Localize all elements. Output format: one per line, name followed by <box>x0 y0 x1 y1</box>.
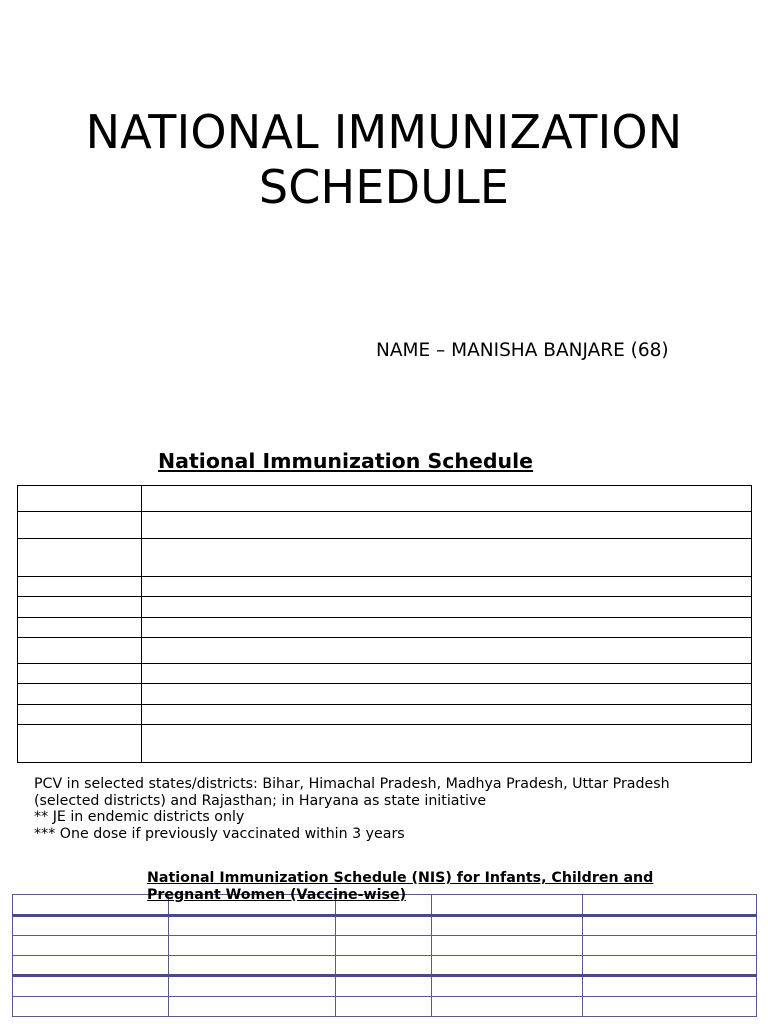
table-cell <box>18 684 142 705</box>
table2-heading-line-1: National Immunization Schedule (NIS) for Infants, Children and <box>147 870 654 886</box>
table-row <box>18 664 752 684</box>
table-cell <box>13 976 169 997</box>
slide-title-line-1: NATIONAL IMMUNIZATION <box>85 105 683 159</box>
table-row <box>13 956 757 976</box>
table-cell <box>13 997 169 1017</box>
table-cell <box>142 597 752 618</box>
table-cell <box>583 997 757 1017</box>
table-row <box>18 725 752 763</box>
table-row <box>18 705 752 725</box>
author-name: NAME – MANISHA BANJARE (68) <box>376 340 669 361</box>
table-cell <box>336 976 432 997</box>
table-cell <box>13 936 169 956</box>
table-cell <box>432 956 583 976</box>
table-row <box>18 512 752 539</box>
table2-heading-line-2: Pregnant Women (Vaccine-wise) <box>147 887 407 903</box>
table-cell <box>169 916 336 936</box>
table1-heading: National Immunization Schedule <box>158 449 534 473</box>
table-cell <box>336 916 432 936</box>
table-cell <box>169 976 336 997</box>
table-cell <box>432 916 583 936</box>
table-cell <box>432 936 583 956</box>
table-row <box>18 638 752 664</box>
table-cell <box>18 486 142 512</box>
table-cell <box>336 936 432 956</box>
table-row <box>13 997 757 1017</box>
table-cell <box>583 976 757 997</box>
table-cell <box>13 895 169 916</box>
table-cell <box>142 577 752 597</box>
table-row <box>18 618 752 638</box>
table-cell <box>142 638 752 664</box>
table-cell <box>18 705 142 725</box>
table-cell <box>142 512 752 539</box>
table-cell <box>18 725 142 763</box>
table-cell <box>142 664 752 684</box>
table-cell <box>336 956 432 976</box>
table-row <box>13 916 757 936</box>
table-cell <box>432 976 583 997</box>
footnote-line: (selected districts) and Rajasthan; in Haryana as state initiative <box>34 792 487 809</box>
table-cell <box>169 997 336 1017</box>
slide-title-line-2: SCHEDULE <box>258 160 510 214</box>
table-row <box>18 577 752 597</box>
table-row <box>13 976 757 997</box>
table-cell <box>169 936 336 956</box>
table-cell <box>18 597 142 618</box>
table-cell <box>18 512 142 539</box>
table-row <box>18 684 752 705</box>
table-cell <box>142 618 752 638</box>
footnote-line: *** One dose if previously vaccinated within 3 years <box>34 825 405 842</box>
table-cell <box>583 936 757 956</box>
table-cell <box>18 664 142 684</box>
table-cell <box>13 956 169 976</box>
table-cell <box>142 486 752 512</box>
table-cell <box>18 638 142 664</box>
table-row <box>18 597 752 618</box>
slide-title <box>0 105 768 215</box>
table-cell <box>583 956 757 976</box>
table-cell <box>336 997 432 1017</box>
table2-heading <box>147 870 707 904</box>
table-row <box>18 539 752 577</box>
table-cell <box>142 725 752 763</box>
table-cell <box>142 539 752 577</box>
immunization-schedule-table <box>17 485 752 763</box>
table-cell <box>18 618 142 638</box>
table-cell <box>13 916 169 936</box>
table-cell <box>169 956 336 976</box>
table-cell <box>142 684 752 705</box>
table-cell <box>583 916 757 936</box>
footnotes <box>34 776 734 842</box>
table-cell <box>432 997 583 1017</box>
table-cell <box>18 577 142 597</box>
footnote-line: ** JE in endemic districts only <box>34 809 245 825</box>
table-cell <box>142 705 752 725</box>
vaccine-wise-schedule-table <box>12 894 757 1017</box>
table-row <box>18 486 752 512</box>
footnote-line: PCV in selected states/districts: Bihar, Himachal Pradesh, Madhya Pradesh, Uttar Pradesh <box>34 776 670 792</box>
table-cell <box>18 539 142 577</box>
table-row <box>13 936 757 956</box>
